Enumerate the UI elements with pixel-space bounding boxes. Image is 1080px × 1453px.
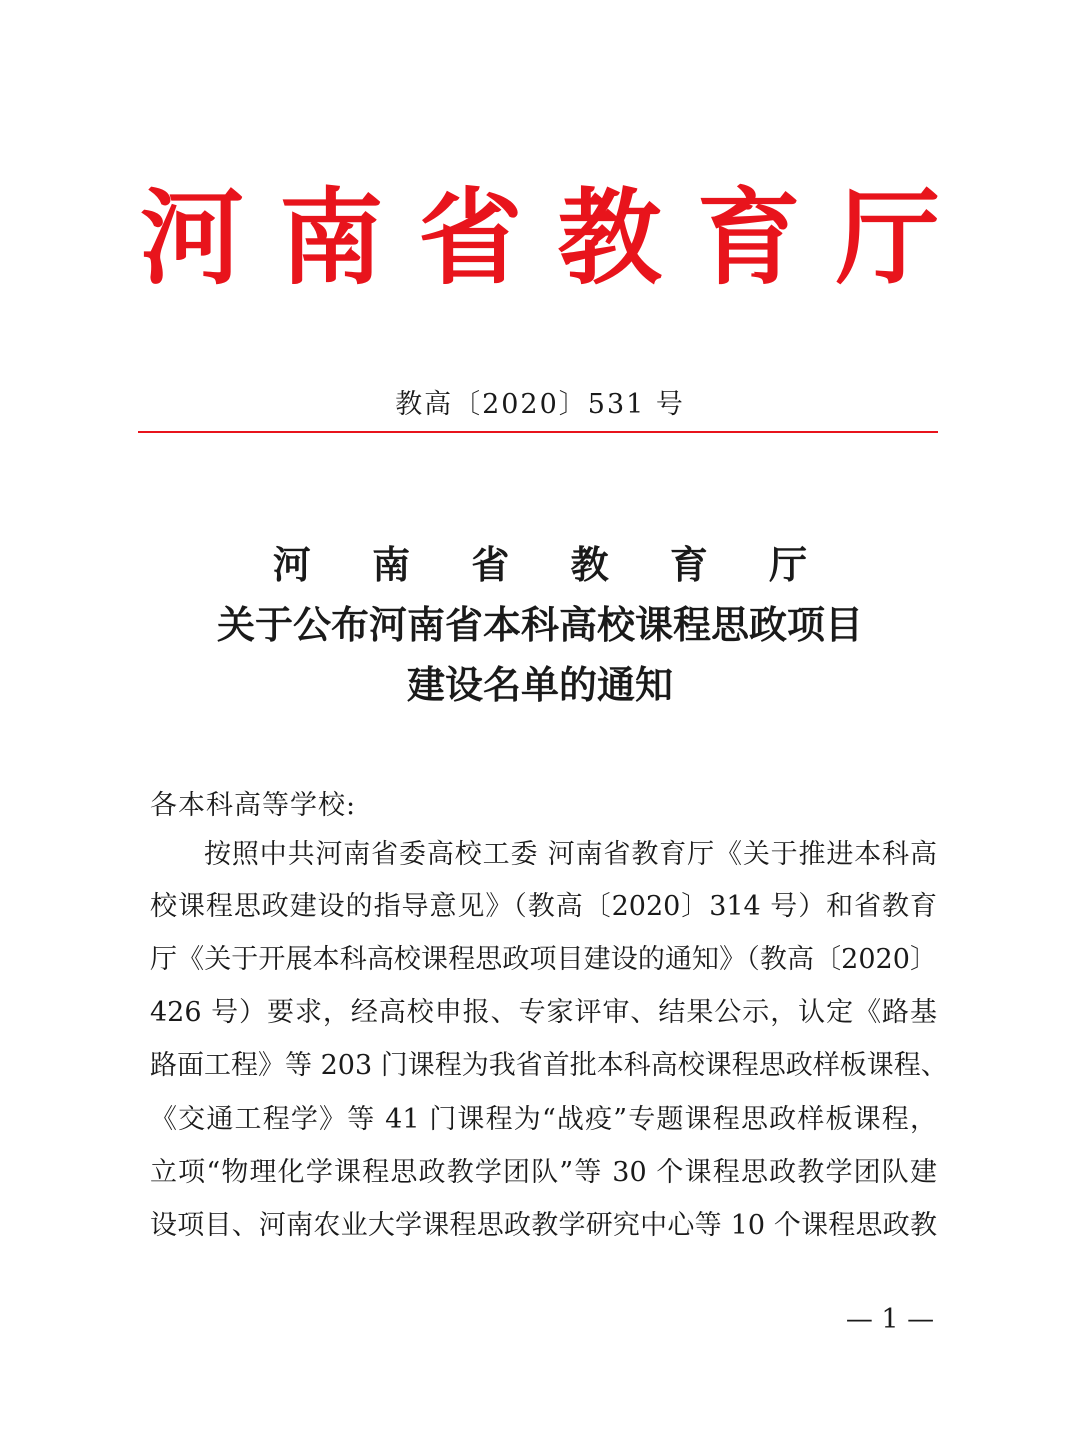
body-text-line: 426 号）要求，经高校申报、专家评审、结果公示，认定《路基 (150, 997, 937, 1028)
page-number: — 1 — (845, 1304, 935, 1335)
title-issuer: 河 南 省 教 育 厅 (272, 542, 832, 587)
masthead-char: 厅 (835, 176, 940, 299)
document-title (0, 535, 1080, 715)
body-text-line: 设项目、河南农业大学课程思政教学研究中心等 10 个课程思政教 (150, 1210, 937, 1241)
masthead-char: 省 (418, 176, 523, 299)
masthead-char: 河 (140, 176, 245, 299)
document-number: 教高〔2020〕531 号 (395, 389, 685, 420)
masthead-char: 南 (279, 176, 384, 299)
masthead-char: 育 (696, 176, 801, 299)
header-divider (138, 431, 938, 433)
body-text-line: 按照中共河南省委高校工委 河南省教育厅《关于推进本科高 (204, 839, 937, 870)
body-text-line: 立项“物理化学课程思政教学团队”等 30 个课程思政教学团队建 (150, 1157, 937, 1188)
body-text-line: 校课程思政建设的指导意见》（教高〔2020〕314 号）和省教育 (150, 891, 937, 922)
title-subject-line: 关于公布河南省本科高校课程思政项目 (216, 602, 863, 647)
salutation: 各本科高等学校: (150, 790, 357, 821)
masthead-char: 教 (557, 176, 662, 299)
body-text-line: 厅《关于开展本科高校课程思政项目建设的通知》（教高〔2020〕 (150, 944, 937, 975)
title-subject-line: 建设名单的通知 (406, 662, 673, 707)
body-text-line: 《交通工程学》等 41 门课程为“战疫”专题课程思政样板课程， (150, 1104, 937, 1135)
body-text-line: 路面工程》等 203 门课程为我省首批本科高校课程思政样板课程、 (150, 1050, 948, 1081)
masthead (140, 178, 940, 298)
